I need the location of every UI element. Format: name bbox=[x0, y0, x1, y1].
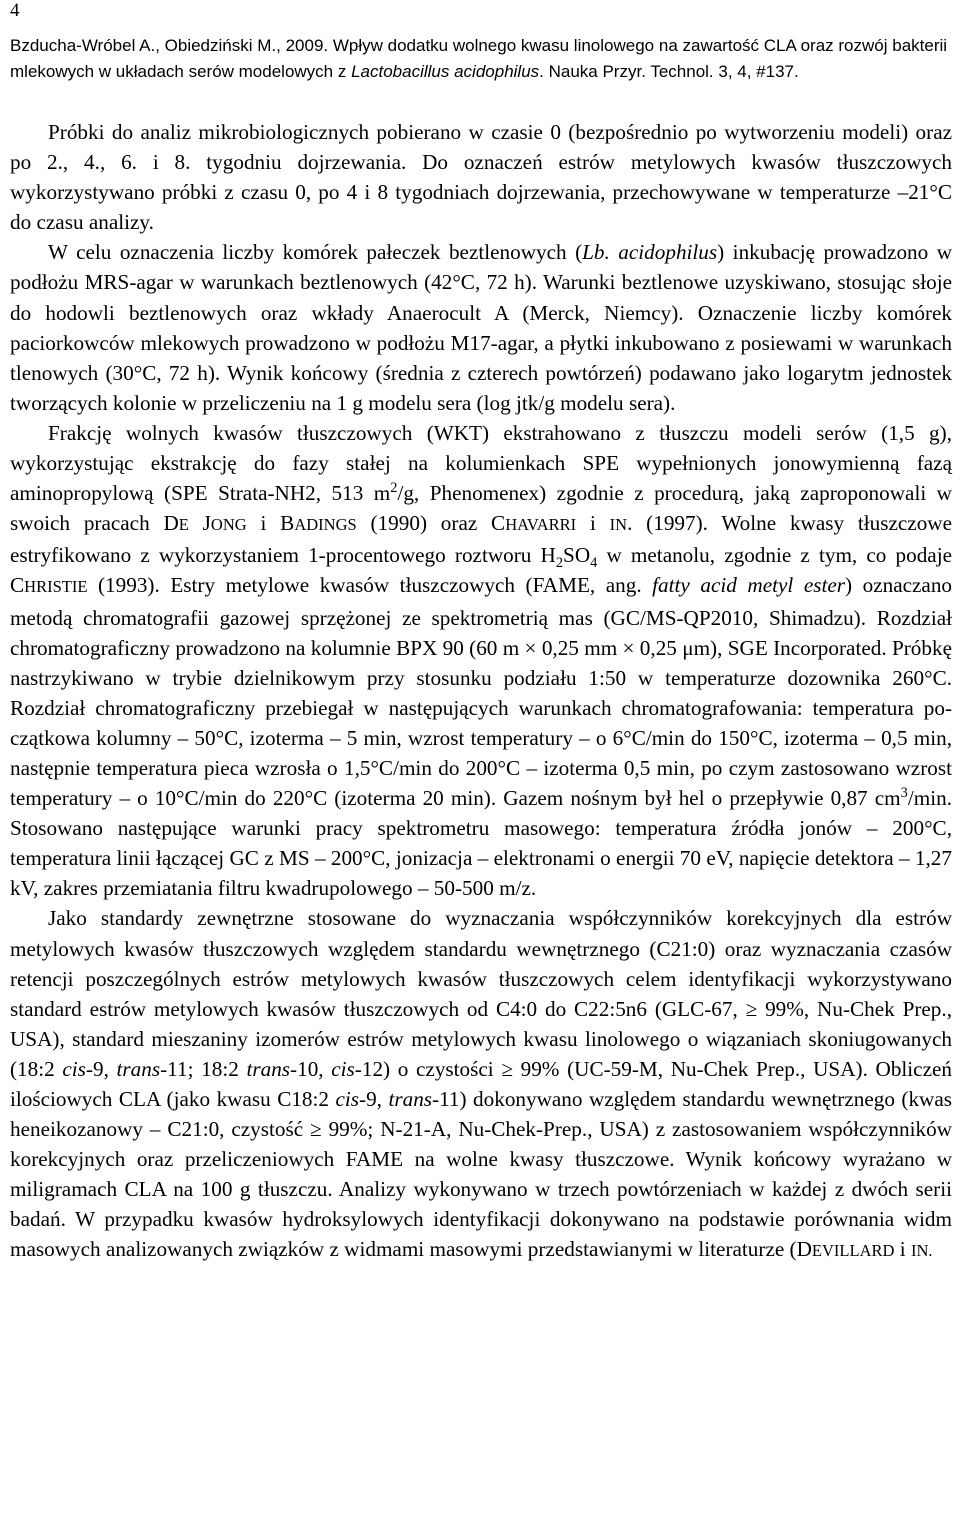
paragraph-text: . (1997). Wolne kwasy tłuszczowe estryfikowano z wykorzystaniem 1-procentowego roztworu H bbox=[10, 511, 953, 568]
english-term: fatty acid metyl ester bbox=[652, 573, 846, 598]
paragraph-text: ) inkubację prowadzono w podłożu MRS-agar w warunkach beztlenowych (42°C, 72 h). Warunki beztlenowe uzyskiwano, stosując słoje do hodowli beztlenowych oraz wkłady Anaerocult A (Merck, Niemcy). Oznaczenie liczby komórek paciorkowców mlekowych prowadzono w podłożu M17-agar, a płytki inkubowano z posiewami w warunkach tlenowych (30°C, 72 h). Wynik końcowy (średnia z czterech powtórzeń) podawano jako logarytm jednostek tworzących kolonie w przeliczeniu na 1 g modelu sera (log jtk/g modelu sera). bbox=[10, 240, 952, 415]
italic-term: cis bbox=[62, 1056, 86, 1081]
citation-species: Lactobacillus acidophilus bbox=[351, 62, 540, 81]
small-caps: EVILLARD bbox=[811, 1241, 895, 1261]
small-caps: ONG bbox=[210, 515, 247, 535]
paragraph-text: i bbox=[576, 511, 610, 536]
paragraph-text: SO bbox=[563, 543, 591, 568]
italic-term: cis bbox=[335, 1087, 360, 1111]
subscript: 4 bbox=[590, 555, 598, 572]
italic-term: trans bbox=[388, 1087, 433, 1111]
paragraph-text: -11; 18:2 bbox=[160, 1056, 247, 1081]
paragraph-text: Jako standardy zewnętrzne stosowane do wyznaczania współczynników korekcyjnych dla estrów metylowych kwasów tłuszczowych względem standardu wewnętrznego (C21:0) oraz wyznaczania czasów retencji poszczególnych estrów metylowych kwasów tłuszczowych celem identyfikacji wykorzystywano standard estrów metylowych kwasów tłuszczowych od C4:0 do C22:5n6 (GLC-67, ≥ 99%, Nu-Chek Prep., USA), standard mieszaniny izomerów estrów metylowych kwasu linolowego o wiązaniach skoniugowanych (18:2 bbox=[10, 906, 952, 1081]
paragraph-text: (1990) oraz C bbox=[356, 511, 506, 536]
italic-term: trans bbox=[116, 1056, 161, 1081]
paragraph-text: i bbox=[894, 1237, 911, 1262]
page-number: 4 bbox=[10, 0, 20, 21]
subscript: 2 bbox=[555, 555, 564, 572]
small-caps: ADINGS bbox=[294, 515, 357, 535]
paragraph-text: -11) dokonywano względem standardu wewnętrznego (kwas heneikozanowy – C21:0, czystość ≥ 99%; N-21-A, Nu-Chek-Prep., USA) z zastosowaniem współczynników korekcyjnych oraz przeliczeniowych FAME na wolne kwasy tłuszczowe. Wynik końcowy wyrażano w miligramach CLA na 100 g tłuszczu. Analizy wykonywano w trzech powtórzeniach w każdej z dwóch serii badań. W przypadku kwasów hydroksylowych identyfikacji dokonywano na podstawie porównania widm masowych analizowanych związków z widmami masowymi przedstawianymi w literaturze (D bbox=[10, 1087, 952, 1262]
paragraph-text: -10, bbox=[290, 1056, 332, 1081]
small-caps: IN. bbox=[910, 1241, 933, 1261]
citation-header bbox=[10, 33, 952, 85]
citation-journal: . Nauka Przyr. Technol. 3, 4, #137. bbox=[539, 62, 799, 81]
paragraph-text: -9, bbox=[85, 1056, 117, 1081]
small-caps: E bbox=[178, 515, 189, 535]
paragraph-text: -12) o czystości ≥ 99% (UC-59-M, Nu-Chek Prep., USA). Obliczeń ilościowych CLA (jako kwasu C18:2 bbox=[10, 1056, 952, 1111]
paragraph-microbiology bbox=[10, 237, 952, 418]
citation-authors: Bzducha-Wróbel A., Obiedziński M., 2009. bbox=[10, 36, 329, 55]
paragraph-text: /min. Stosowano następujące warunki pracy spektrometru masowego: temperatura źródła jonów – 200°C, temperatura linii łączącej GC z MS – 200°C, jonizacja – elektronami o energii 70 eV, napięcie detektora – 1,27 kV, zakres przemiatania filtru kwadrupolowego – 50-500 m/z. bbox=[10, 786, 952, 901]
species-name: Lb. acidophilus bbox=[582, 240, 718, 265]
paragraph-fatty-acids bbox=[10, 418, 952, 904]
italic-term: cis bbox=[331, 1056, 355, 1081]
paragraph-standards bbox=[10, 903, 952, 1266]
italic-term: trans bbox=[246, 1056, 291, 1081]
paragraph-text: ) oznaczano metodą chromatografii gazowej sprzężonej ze spektrometrią mas (GC/MS-QP2010, Shimadzu). Rozdział chromatograficzny prowadzono na kolumnie BPX 90 (60 m × 0,25 mm × 0,25 μm), SGE Incorporated. Próbkę nastrzykiwano w trybie dzielnikowym przy stosunku podziału 1:50 w temperaturze dozownika 260°C. Rozdział chromatograficzny przebiegał w następujących warunkach chromatografowania: temperatura początkowa kolumny – 50°C, izoterma – 5 min, wzrost temperatury – o 6°C/min do 150°C, izoterma – 0,5 min, następnie temperatura pieca wzrosła o 1,5°C/min do 200°C – izoterma 0,5 min, po czym zastosowano wzrost temperatury – o 10°C/min do 220°C (izoterma 20 min). Gazem nośnym był hel o przepływie 0,87 cm bbox=[10, 573, 953, 811]
paragraph-text: W celu oznaczenia liczby komórek pałeczek beztlenowych ( bbox=[48, 240, 583, 265]
small-caps: IN bbox=[609, 515, 628, 535]
paragraph-text: i B bbox=[246, 511, 295, 536]
paragraph-text: /g, Phenomenex) zgodnie z procedurą, jaką zaproponowali w swoich pracach D bbox=[10, 481, 952, 536]
citation-title: Wpływ dodatku wolnego kwasu linolowego na zawartość CLA oraz rozwój bakterii mlekowych w układach serów modelowych z bbox=[10, 36, 948, 81]
paragraph-text: w metanolu, zgodnie z tym, co podaje C bbox=[10, 543, 952, 598]
paragraph-text: J bbox=[188, 511, 211, 536]
paragraph-text: Próbki do analiz mikrobiologicznych pobierano w czasie 0 (bezpośrednio po wytworzeniu modeli) oraz po 2., 4., 6. i 8. tygodniu dojrzewania. Do oznaczeń estrów metylowych kwasów tłuszczowych wykorzystywano próbki z czasu 0, po 4 i 8 tygodniach dojrzewania, przechowywane w temperaturze –21°C do czasu analizy. bbox=[10, 120, 952, 235]
small-caps: HAVARRI bbox=[505, 515, 577, 535]
paragraph-text: Frakcję wolnych kwasów tłuszczowych (WKT) ekstrahowano z tłuszczu modeli serów (1,5 g), wykorzystując ekstrakcję do fazy stałej na kolumienkach SPE wypełnionych jonowymienną fazą aminopropylową (SPE Strata-NH2, 513 m bbox=[10, 420, 952, 506]
superscript: 3 bbox=[900, 785, 908, 801]
paragraph-text: -9, bbox=[359, 1087, 389, 1111]
superscript: 2 bbox=[390, 480, 398, 497]
small-caps: HRISTIE bbox=[24, 577, 88, 597]
article-body bbox=[10, 117, 952, 1267]
paragraph-text: (1993). Estry metylowe kwasów tłuszczowych (FAME, ang. bbox=[87, 573, 653, 598]
paragraph-sampling bbox=[10, 117, 952, 237]
